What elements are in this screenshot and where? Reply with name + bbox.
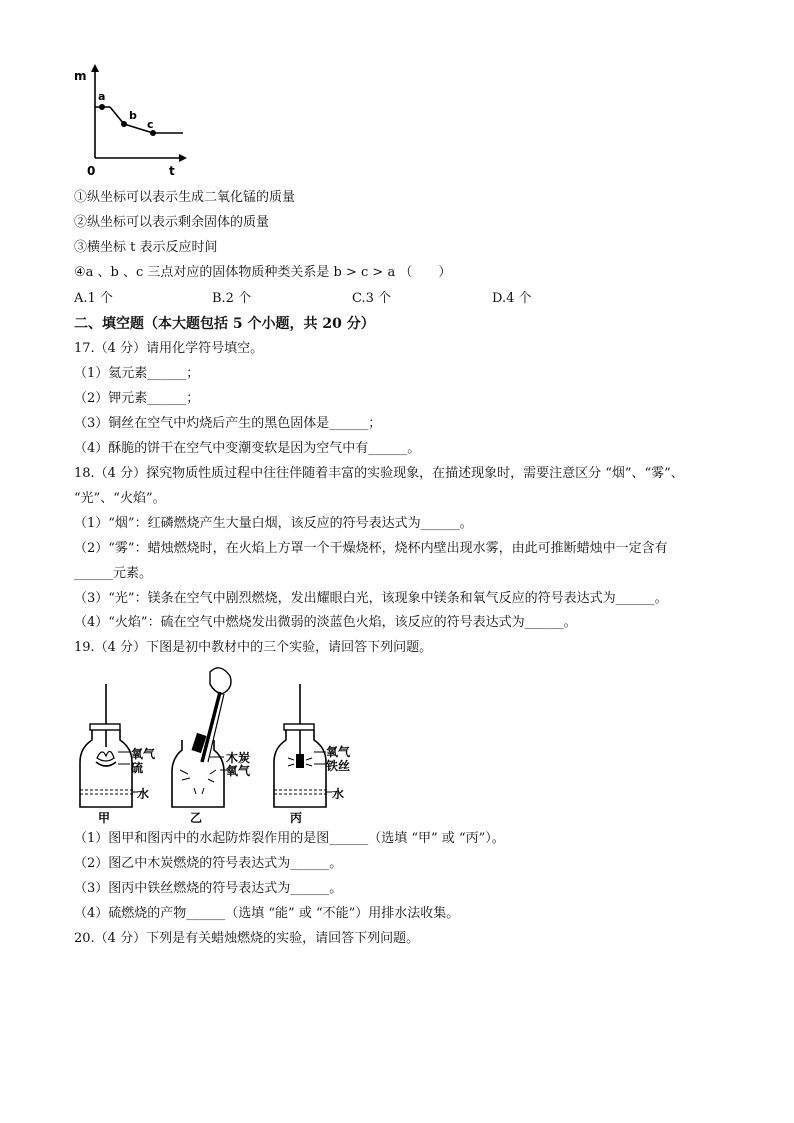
q18-item-4: （4）“火焰”：硫在空气中燃烧发出微弱的淡蓝色火焰，该反应的符号表达式为______。 [74,615,577,630]
q18-stem-line-2: “光”、“火焰”。 [74,491,166,506]
bottle-yi [172,668,231,807]
q17-item-1: （1）氦元素______； [74,366,200,381]
y-label: m [74,69,87,83]
label-b: b [129,109,137,122]
q16-option-a: A.1 个 [74,291,113,306]
q19-item-3: （3）图丙中铁丝燃烧的符号表达式为______。 [74,881,343,896]
label-jia: 甲 [98,811,111,825]
bing-fe-label: 铁丝 [326,759,351,773]
q18-item-1: （1）“烟”：红磷燃烧产生大量白烟，该反应的符号表达式为______。 [74,516,473,531]
q17-item-2: （2）钾元素______； [74,391,200,406]
mass-time-graph [68,62,198,180]
x-arrow [179,154,187,162]
point-b [121,121,127,127]
yi-o2-label: 氧气 [226,764,251,778]
label-a: a [98,90,106,103]
q18-item-2-line-1: （2）“雾”：蜡烛燃烧时，在火焰上方罩一个干燥烧杯，烧杯内壁出现水雾，由此可推断蜡烛中一定含有 [74,541,668,556]
q20-stem: 20.（4 分）下列是有关蜡烛燃烧的实验，请回答下列问题。 [74,931,420,946]
q19-item-1: （1）图甲和图丙中的水起防炸裂作用的是图______（选填 “甲” 或 “丙”）。 [74,831,505,846]
q18-stem-line-1: 18.（4 分）探究物质性质过程中往往伴随着丰富的实验现象，在描述现象时，需要注意区分 “烟”、“雾”、 [74,466,684,481]
q17-item-3: （3）铜丝在空气中灼烧后产生的黑色固体是______； [74,416,382,431]
bing-o2-label: 氧气 [326,745,351,759]
q16-option-b: B.2 个 [212,291,252,306]
q17-stem: 17.（4 分）请用化学符号填空。 [74,341,264,356]
origin-label: 0 [87,164,96,178]
point-a [99,104,105,110]
q16-statement-3: ③横坐标 t 表示反应时间 [74,240,218,255]
bottle-bing [274,684,332,807]
bing-water-label: 水 [332,787,345,801]
section-2-heading: 二、填空题（本大题包括 5 个小题，共 20 分） [74,316,375,332]
q16-statement-2: ②纵坐标可以表示剩余固体的质量 [74,215,270,230]
jia-o2-label: 氧气 [131,747,156,761]
q17-item-4: （4）酥脆的饼干在空气中变潮变软是因为空气中有______。 [74,441,421,456]
q16-option-d: D.4 个 [492,291,532,306]
q19-item-4: （4）硫燃烧的产物______（选填 “能” 或 “不能”）用排水法收集。 [74,906,460,921]
label-yi: 乙 [190,811,203,825]
experiment-figure [70,662,390,827]
label-c: c [147,118,154,131]
q16-statement-1: ①纵坐标可以表示生成二氧化锰的质量 [74,190,296,205]
label-bing: 丙 [290,811,303,825]
yi-c-label: 木炭 [226,751,251,765]
mass-curve [95,107,183,133]
q19-stem: 19.（4 分）下图是初中教材中的三个实验，请回答下列问题。 [74,640,433,655]
jia-water-label: 水 [137,787,150,801]
y-arrow [91,64,99,72]
x-label: t [169,164,175,178]
q19-item-2: （2）图乙中木炭燃烧的符号表达式为______。 [74,856,343,871]
bottle-jia [80,684,138,807]
jia-s-label: 硫 [131,761,144,775]
q16-option-c: C.3 个 [352,291,392,306]
q16-statement-4: ④a 、b 、c 三点对应的固体物质种类关系是 b > c > a （ ） [74,265,452,280]
q18-item-2-line-2: ______元素。 [74,566,153,581]
q18-item-3: （3）“光”：镁条在空气中剧烈燃烧，发出耀眼白光，该现象中镁条和氧气反应的符号表达式为______。 [74,591,668,606]
